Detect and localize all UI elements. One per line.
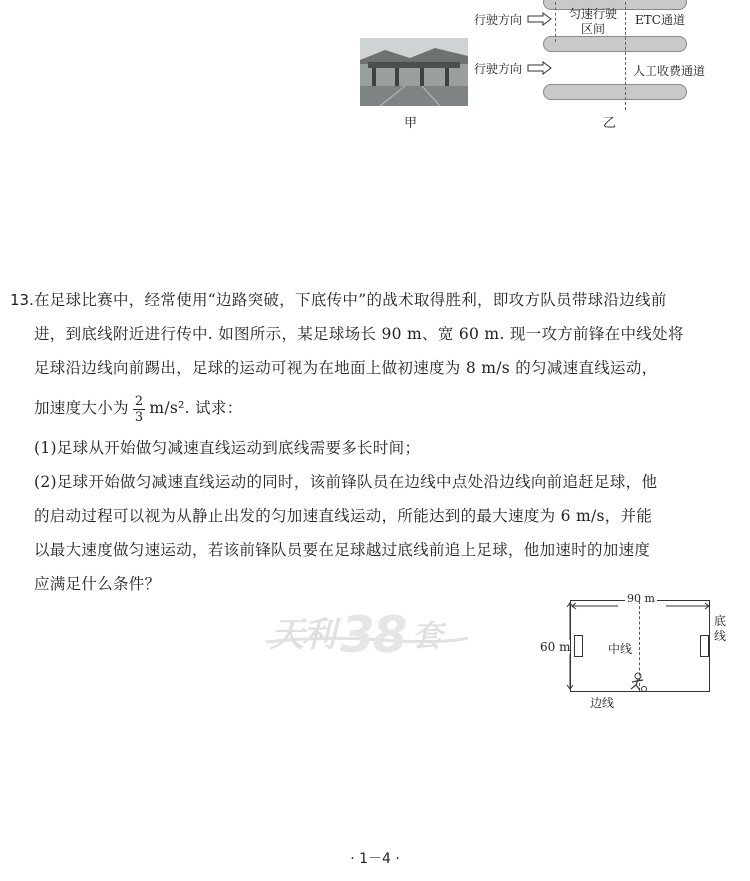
length-label: 90 m xyxy=(627,592,655,605)
uniform-zone-label-2: 区间 xyxy=(580,22,605,36)
fraction-numerator: 2 xyxy=(134,393,144,409)
page-number: · 1－4 · xyxy=(350,851,400,867)
direction-arrow-2-icon xyxy=(527,61,553,75)
goal-left xyxy=(574,635,583,657)
fraction-denominator: 3 xyxy=(134,409,144,425)
uniform-zone-label-1: 匀速行驶 xyxy=(568,7,617,21)
baseline-label-2: 线 xyxy=(714,629,727,643)
manual-lane-label: 人工收费通道 xyxy=(633,64,706,78)
sub-question-2-line-1: (2)足球开始做匀减速直线运动的同时，该前锋队员在边线中点处沿边线向前追赶足球，他 xyxy=(34,473,658,491)
accel-suffix: m/s². 试求： xyxy=(149,399,243,417)
toll-photo-illustration xyxy=(360,38,468,106)
question-line-2: 进，到底线附近进行传中. 如图所示，某足球场长 90 m、宽 60 m. 现一攻方前锋在中线处将 xyxy=(34,325,684,343)
question-line-4 xyxy=(34,385,724,431)
caption-yi: 乙 xyxy=(603,116,617,131)
direction-arrow-1-icon xyxy=(527,12,553,26)
midline-label: 中线 xyxy=(608,642,633,656)
acceleration-fraction xyxy=(133,394,146,425)
etc-lane-label: ETC通道 xyxy=(635,13,685,27)
question-number: 13. xyxy=(10,291,34,309)
goal-right xyxy=(700,635,709,657)
sub-question-2-line-2: 的启动过程可以视为从静止出发的匀加速直线运动，所能达到的最大速度为 6 m/s，并能 xyxy=(34,507,653,525)
sub-question-2-line-4: 应满足什么条件？ xyxy=(34,575,161,593)
zone-boundary-left xyxy=(555,2,556,42)
svg-text:套: 套 xyxy=(412,619,440,654)
svg-text:天利: 天利 xyxy=(270,615,334,655)
player-icon xyxy=(627,672,649,692)
watermark-graphic xyxy=(262,602,472,662)
question-line-3: 足球沿边线向前踢出，足球的运动可视为在地面上做初速度为 8 m/s 的匀减速直线运动， xyxy=(34,359,658,377)
direction-label-1: 行驶方向 xyxy=(474,13,523,27)
svg-text:38: 38 xyxy=(340,606,406,662)
zone-boundary-right xyxy=(625,2,626,110)
lane-island-middle xyxy=(543,36,687,52)
question-body xyxy=(34,283,724,601)
width-label: 60 m xyxy=(540,640,571,654)
toll-station-photo xyxy=(360,38,468,106)
sub-question-2-line-3: 以最大速度做匀速运动，若该前锋队员要在足球越过底线前追上足球，他加速时的加速度 xyxy=(34,541,651,559)
sub-question-1: (1)足球从开始做匀减速直线运动到底线需要多长时间； xyxy=(34,439,421,457)
lane-island-bottom xyxy=(543,84,687,100)
caption-jia: 甲 xyxy=(404,116,418,131)
watermark-logo xyxy=(262,602,472,672)
sideline-label: 边线 xyxy=(590,696,615,710)
question-line-1: 在足球比赛中，经常使用“边路突破，下底传中”的战术取得胜利，即攻方队员带球沿边线前 xyxy=(34,291,667,309)
direction-label-2: 行驶方向 xyxy=(474,62,523,76)
baseline-label-1: 底 xyxy=(714,614,727,628)
accel-prefix: 加速度大小为 xyxy=(34,399,129,417)
